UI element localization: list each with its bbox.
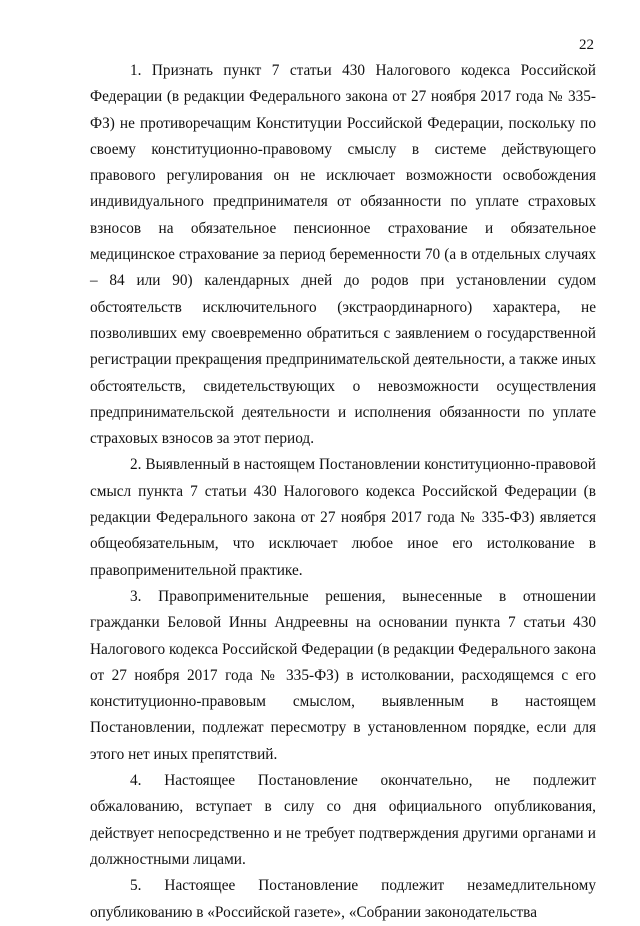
page-number: 22 xyxy=(579,37,594,53)
paragraph-4: 4. Настоящее Постановление окончательно, не подлежит обжалованию, вступает в силу со дня официального опубликования, действует непосредственно и не требует подтверждения другими органами и должностными лицами. xyxy=(90,772,596,868)
document-body xyxy=(90,58,596,926)
paragraph-2: 2. Выявленный в настоящем Постановлении конституционно-правовой смысл пункта 7 статьи 430 Налогового кодекса Российской Федерации (в редакции Федерального закона от 27 ноября 2017 года № 335-ФЗ) является общеобязательным, что исключает любое иное его истолкование в правоприменительной практике. xyxy=(90,456,596,579)
paragraph-1: 1. Признать пункт 7 статьи 430 Налогового кодекса Российской Федерации (в редакции Федерального закона от 27 ноября 2017 года № 335-ФЗ) не противоречащим Конституции Российской Федерации, поскольку по своему конституционно-правовому смыслу в системе действующего правового регулирования он не исключает возможности освобождения индивидуального предпринимателя от обязанности по уплате страховых взносов на обязательное пенсионное страхование и обязательное медицинское страхование за период беременности 70 (а в отдельных случаях – 84 или 90) календарных дней до родов при установлении судом обстоятельств исключительного (экстраординарного) характера, не позволивших ему своевременно обратиться с заявлением о государственной регистрации прекращения предпринимательской деятельности, а также иных обстоятельств, свидетельствующих о невозможности осуществления предпринимательской деятельности и исполнения обязанности по уплате страховых взносов за этот период. xyxy=(90,62,596,448)
paragraph-3: 3. Правоприменительные решения, вынесенные в отношении гражданки Беловой Инны Андреевны на основании пункта 7 статьи 430 Налогового кодекса Российской Федерации (в редакции Федерального закона от 27 ноября 2017 года № 335-ФЗ) в истолковании, расходящемся с его конституционно-правовым смыслом, выявленным в настоящем Постановлении, подлежат пересмотру в установленном порядке, если для этого нет иных препятствий. xyxy=(90,587,596,763)
paragraph-5: 5. Настоящее Постановление подлежит незамедлительному опубликованию в «Российской газете», «Собрании законодательства xyxy=(90,877,596,921)
